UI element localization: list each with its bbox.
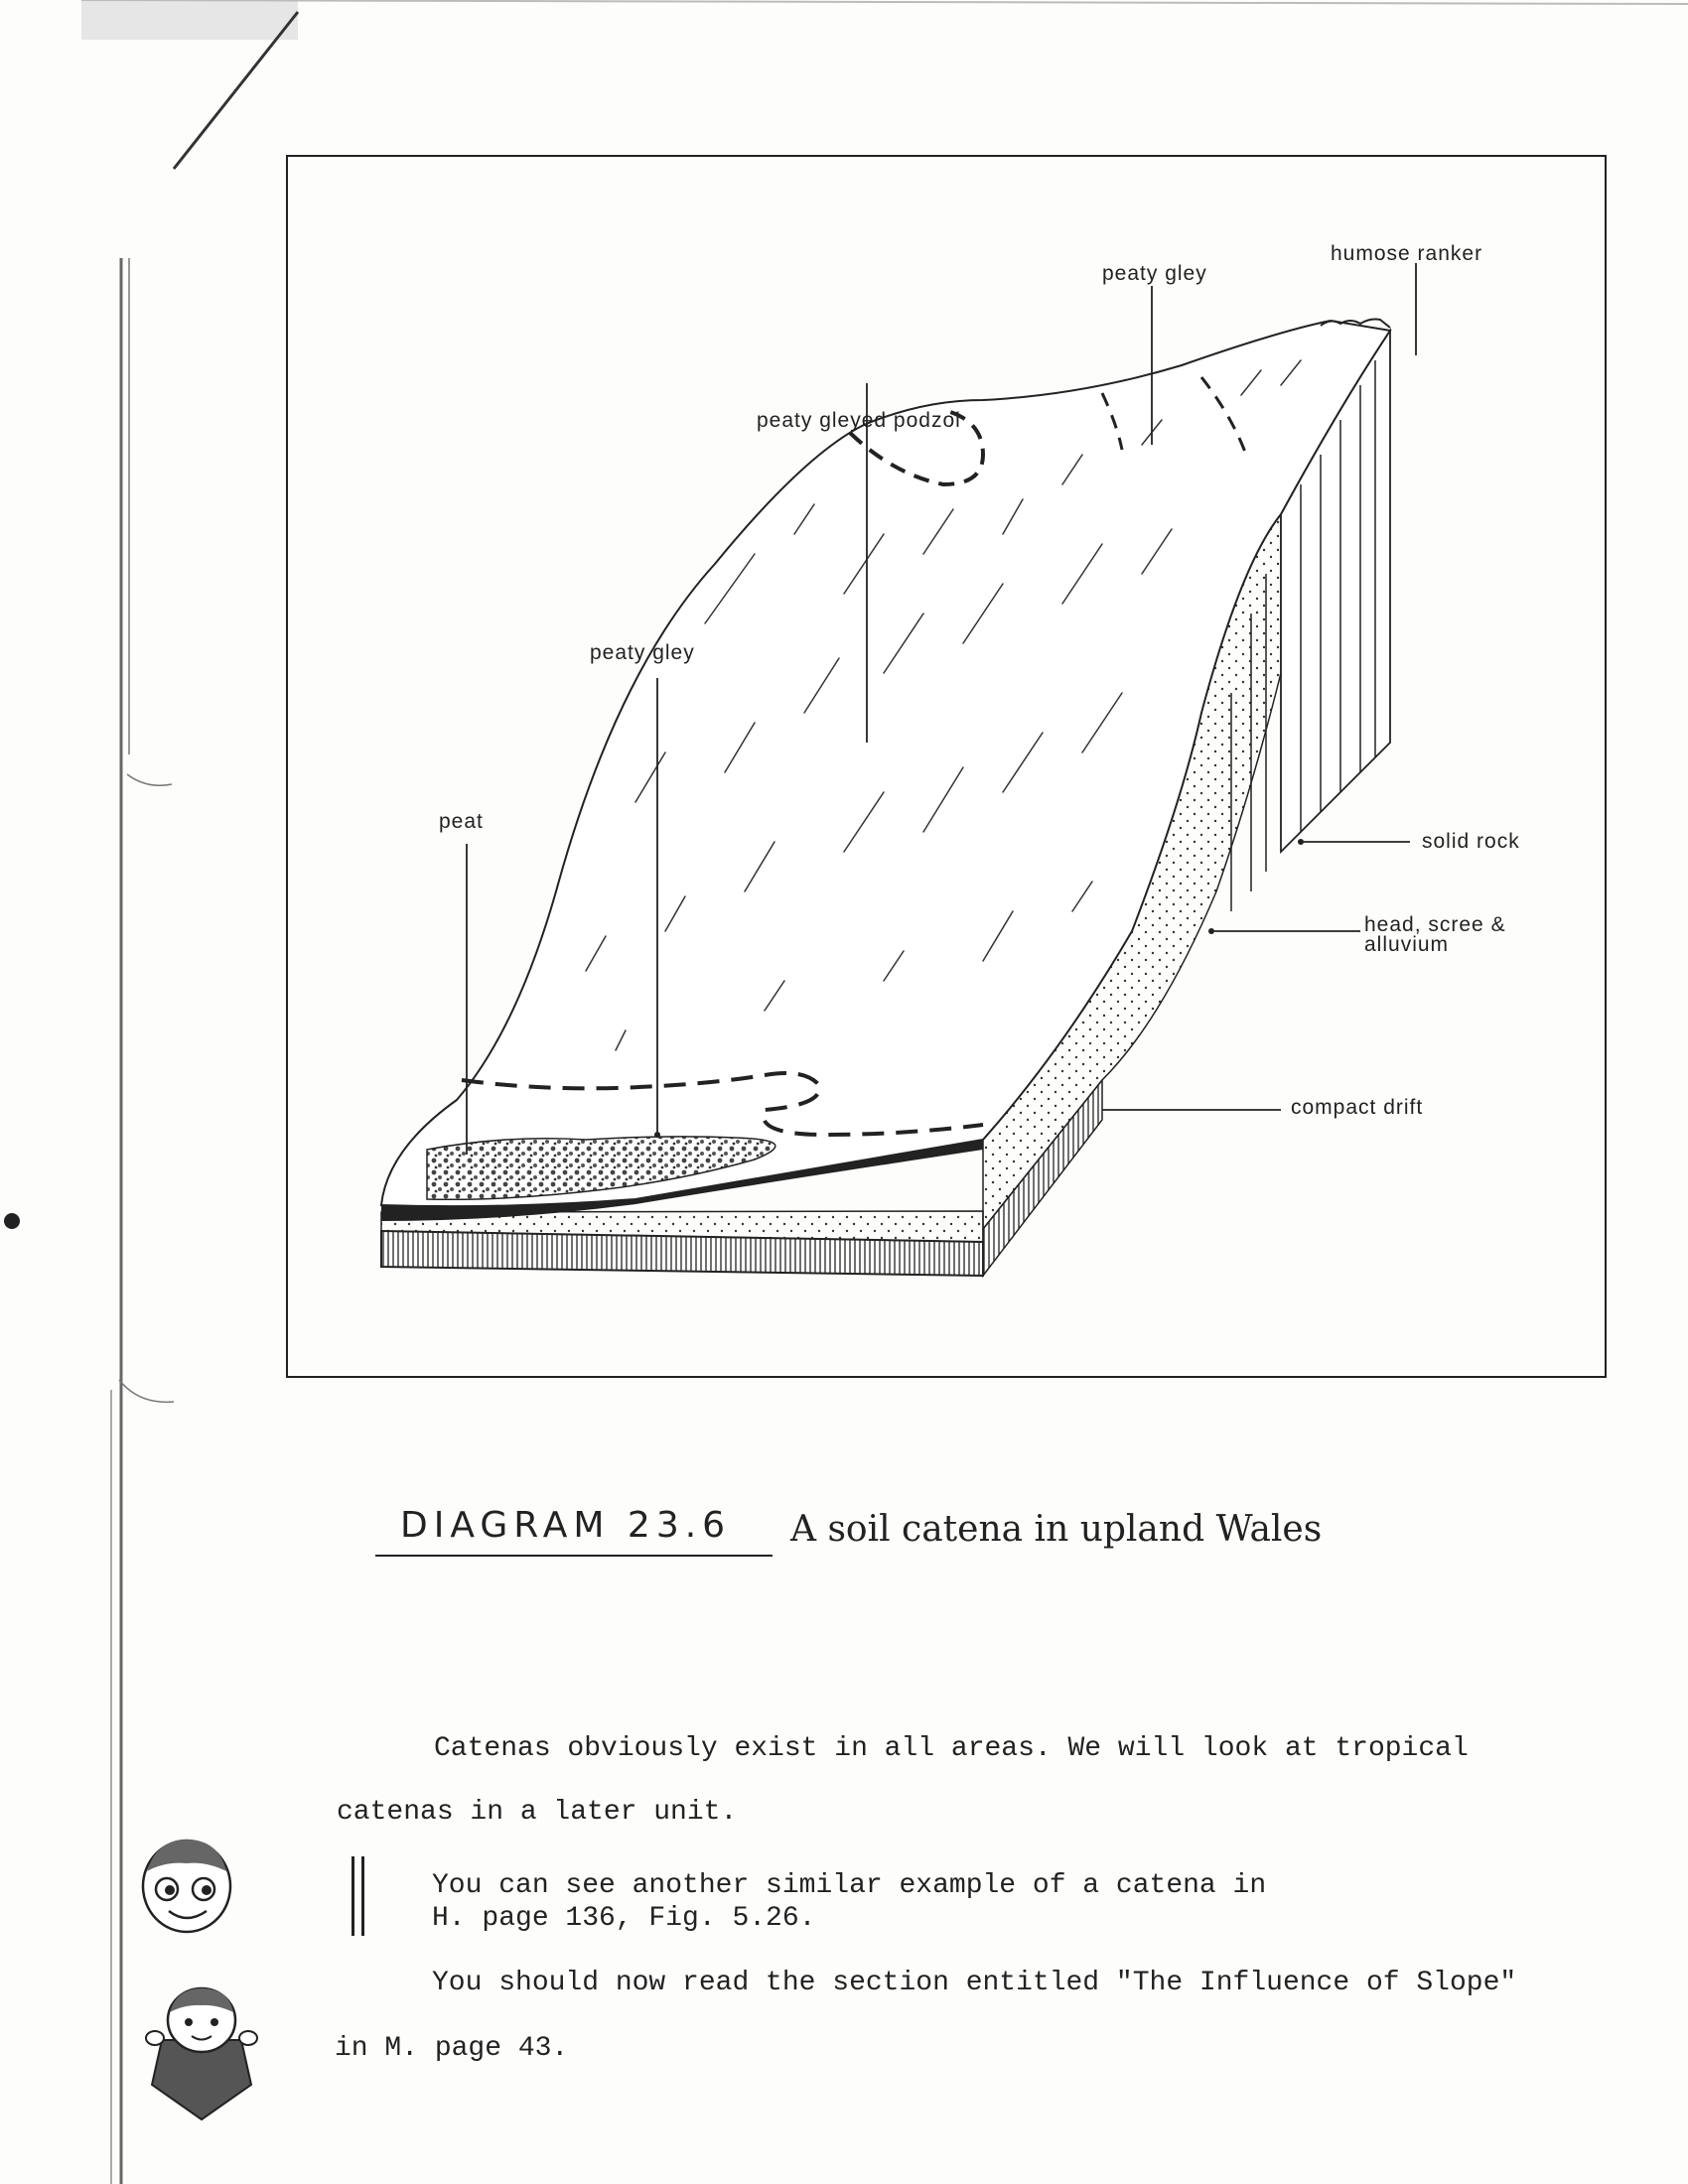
note-line-1: You can see another similar example of a catena in [432, 1870, 1267, 1901]
note-marker-bar [361, 1856, 364, 1936]
caption-underline [375, 1555, 773, 1557]
note-line-2: H. page 136, Fig. 5.26. [432, 1903, 816, 1934]
label-peaty-gley-top: peaty gley [1102, 262, 1207, 285]
catena-diagram [286, 155, 1607, 1378]
paragraph-1-line-1: Catenas obviously exist in all areas. We will look at tropical [434, 1733, 1469, 1764]
label-compact-drift: compact drift [1291, 1096, 1424, 1119]
label-humose-ranker: humose ranker [1331, 242, 1483, 265]
paragraph-2-line-2: in M. page 43. [335, 2033, 569, 2064]
paragraph-2-line-1: You should now read the section entitled "The Influence of Slope" [432, 1968, 1517, 1998]
label-head-scree-line1: head, scree & [1364, 913, 1506, 936]
figure-caption [375, 1499, 1329, 1569]
reading-face-icon [137, 1980, 266, 2124]
caption-diagram-number: DIAGRAM 23.6 [400, 1505, 732, 1546]
caption-title: A soil catena in upland Wales [790, 1509, 1323, 1550]
label-head-scree-line2: alluvium [1364, 933, 1450, 956]
label-solid-rock: solid rock [1422, 830, 1520, 853]
note-marker-bar [352, 1856, 354, 1936]
paragraph-1-line-2: catenas in a later unit. [337, 1797, 738, 1828]
label-peaty-gleyed-podzol: peaty gleyed podzol [757, 409, 961, 432]
catena-block-drawing [288, 157, 1609, 1380]
label-peaty-gley-mid: peaty gley [590, 641, 695, 664]
label-peat: peat [439, 810, 484, 833]
smiling-face-icon [137, 1832, 236, 1936]
